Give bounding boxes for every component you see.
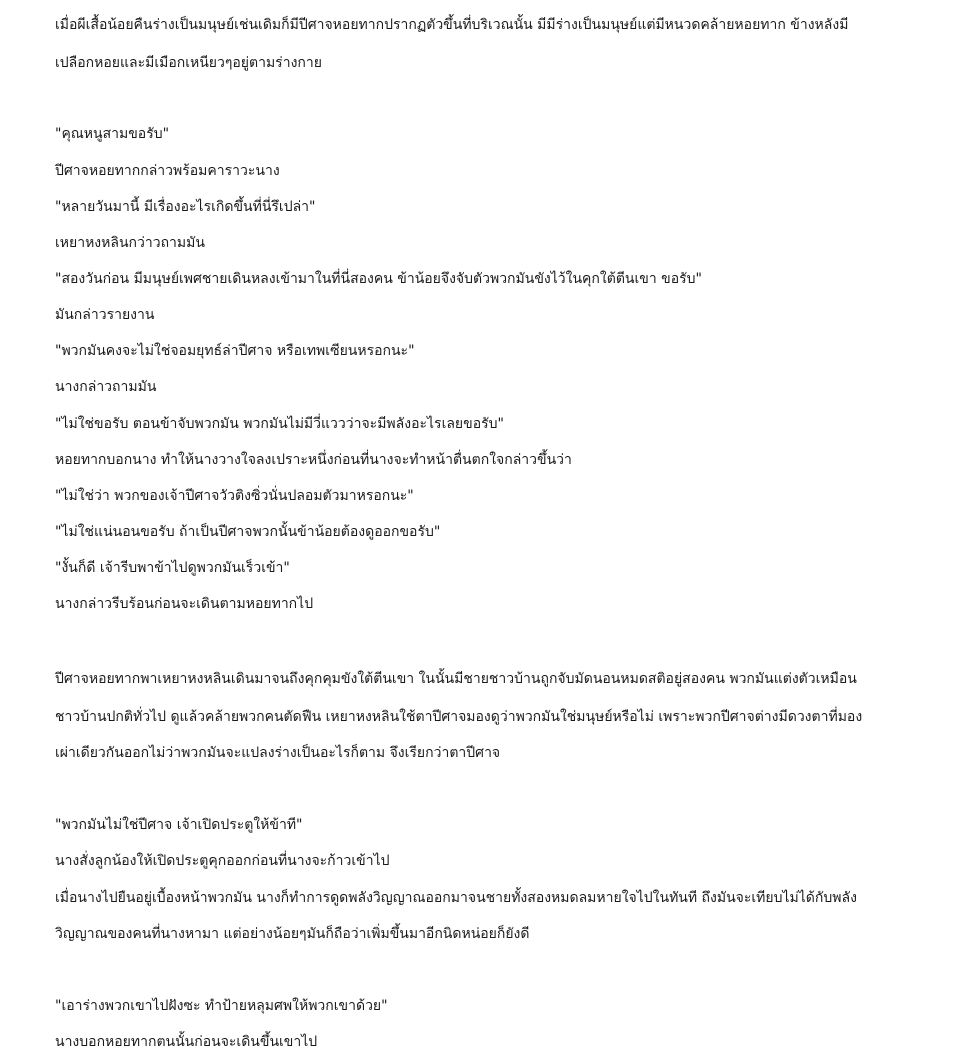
text-line: ชาวบ้านปกติทั่วไป ดูแล้วคล้ายพวกคนตัดฟืน เหยาหงหลินใช้ตาปีศาจมองดูว่าพวกมันใช่มนุษย์หรือไม่ เพราะพวกปีศาจต่างมีดวงตาที่มอง bbox=[55, 709, 863, 725]
text-line: "พวกมันไม่ใช่ปีศาจ เจ้าเปิดประตูให้ข้าที" bbox=[55, 817, 303, 833]
text-line: "ไม่ใช่แน่นอนขอรับ ถ้าเป็นปีศาจพวกนั้นข้าน้อยต้องดูออกขอรับ" bbox=[55, 524, 441, 540]
text-line: หอยทากบอกนาง ทำให้นางวางใจลงเปราะหนึ่งก่อนที่นางจะทำหน้าตื่นตกใจกล่าวขึ้นว่า bbox=[55, 452, 572, 468]
text-line: เมื่อผีเสื้อน้อยคืนร่างเป็นมนุษย์เช่นเดิมก็มีปีศาจหอยทากปรากฏตัวขึ้นที่บริเวณนั้น มีมีร่างเป็นมนุษย์แต่มีหนวดคล้ายหอยทาก ข้างหลังมี bbox=[55, 17, 849, 33]
text-line: นางบอกหอยทากตนนั้นก่อนจะเดินขึ้นเขาไป bbox=[55, 1034, 318, 1050]
text-line: นางสั่งลูกน้องให้เปิดประตูคุกออกก่อนที่นางจะก้าวเข้าไป bbox=[55, 853, 390, 869]
text-line: "พวกมันคงจะไม่ใช่จอมยุทธ์ล่าปีศาจ หรือเทพเซียนหรอกนะ" bbox=[55, 343, 415, 359]
text-line: นางกล่าวรีบร้อนก่อนจะเดินตามหอยทากไป bbox=[55, 596, 314, 612]
text-line: "หลายวันมานี้ มีเรื่องอะไรเกิดขึ้นที่นี่รึเปล่า" bbox=[55, 199, 316, 215]
text-line: "เอาร่างพวกเขาไปฝังซะ ทำป้ายหลุมศพให้พวกเขาด้วย" bbox=[55, 998, 388, 1014]
text-line: เมื่อนางไปยืนอยู่เบื้องหน้าพวกมัน นางก็ทำการดูดพลังวิญญาณออกมาจนชายทั้งสองหมดลมหายใจไปในทันที ถึงมันจะเทียบไม่ได้กับพลัง bbox=[55, 890, 857, 906]
text-line: วิญญาณของคนที่นางหามา แต่อย่างน้อยๆมันก็ถือว่าเพิ่มขึ้นมาอีกนิดหน่อยก็ยังดี bbox=[55, 926, 530, 942]
text-line: เปลือกหอยและมีเมือกเหนียวๆอยู่ตามร่างกาย bbox=[55, 55, 322, 71]
text-line: "คุณหนูสามขอรับ" bbox=[55, 126, 170, 142]
text-line: เหยาหงหลินกว่าวถามมัน bbox=[55, 235, 205, 251]
text-line: เผ่าเดียวกันออกไม่ว่าพวกมันจะแปลงร่างเป็นอะไรก็ตาม จึงเรียกว่าตาปีศาจ bbox=[55, 745, 501, 761]
text-line: "ไม่ใช่ขอรับ ตอนข้าจับพวกมัน พวกมันไม่มีวี่แววว่าจะมีพลังอะไรเลยขอรับ" bbox=[55, 416, 504, 432]
text-line: นางกล่าวถามมัน bbox=[55, 379, 157, 395]
text-line: "สองวันก่อน มีมนุษย์เพศชายเดินหลงเข้ามาในที่นี่สองคน ข้าน้อยจึงจับตัวพวกมันขังไว้ในคุกใต้ตีนเขา ขอรับ" bbox=[55, 271, 702, 287]
text-line: ปีศาจหอยทากพาเหยาหงหลินเดินมาจนถึงคุกคุมขังใต้ตีนเขา ในนั้นมีชายชาวบ้านถูกจับมัดนอนหมดสติอยู่สองคน พวกมันแต่งตัวเหมือน bbox=[55, 671, 857, 687]
text-line: "งั้นก็ดี เจ้ารีบพาข้าไปดูพวกมันเร็วเข้า" bbox=[55, 560, 290, 576]
text-line: ปีศาจหอยทากกล่าวพร้อมคาราวะนาง bbox=[55, 163, 280, 179]
text-line: มันกล่าวรายงาน bbox=[55, 307, 155, 323]
text-line: "ไม่ใช่ว่า พวกของเจ้าปีศาจวัวติงซิ่วนั่นปลอมตัวมาหรอกนะ" bbox=[55, 488, 414, 504]
